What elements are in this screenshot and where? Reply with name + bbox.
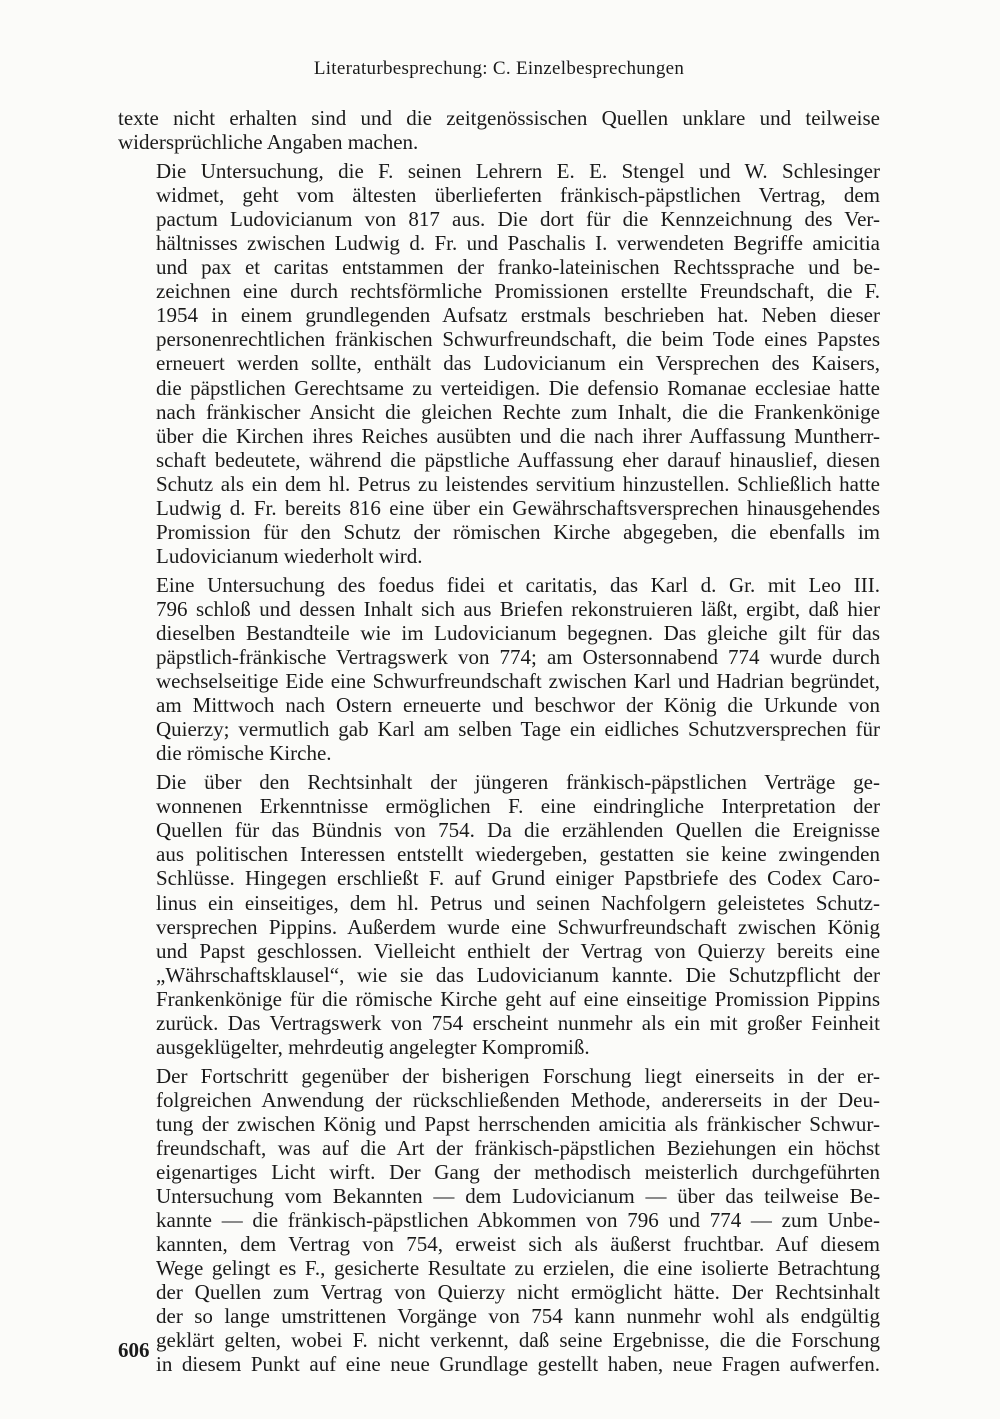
text-line: und pax et caritas entstammen der franko-lateinischen Rechtssprache und be-: [156, 255, 880, 280]
text-line: wonnenen Erkenntnisse ermöglichen F. eine eindringliche Interpretation der: [156, 794, 880, 819]
body-text: [118, 106, 880, 1381]
text-line: ausgeklügelter, mehrdeutig angelegter Kompromiß.: [156, 1034, 590, 1059]
text-line: dieselben Bestandteile wie im Ludovicianum begegnen. Das gleiche gilt für das: [156, 620, 880, 645]
text-line: widmet, geht vom ältesten überlieferten fränkisch-päpstlichen Vertrag, dem: [156, 183, 880, 208]
text-line: zeichnen eine durch rechtsförmliche Promissionen erstellte Freundschaft, die F.: [156, 279, 880, 304]
text-line: kannte — die fränkisch-päpstlichen Abkommen von 796 und 774 — zum Unbe-: [156, 1208, 880, 1233]
text-line: am Mittwoch nach Ostern erneuerte und beschwor der König die Urkunde von: [156, 693, 880, 718]
text-line: kannten, dem Vertrag von 754, erweist sich als äußerst fruchtbar. Auf diesem: [156, 1232, 880, 1257]
text-line: die päpstlichen Gerechtsame zu verteidigen. Die defensio Romanae ecclesiae hatte: [156, 375, 880, 400]
text-line: Untersuchung vom Bekannten — dem Ludovicianum — über das teilweise Be-: [156, 1184, 880, 1209]
text-line: personenrechtlichen fränkischen Schwurfreundschaft, die beim Tode eines Papstes: [156, 327, 880, 352]
text-line: und Papst geschlossen. Vielleicht enthielt der Vertrag von Quierzy bereits eine: [156, 938, 880, 963]
paragraph-1: [118, 106, 880, 154]
text-line: Der Fortschritt gegenüber der bisherigen Forschung liegt einerseits in der er-: [156, 1063, 880, 1088]
text-line: Wege gelingt es F., gesicherte Resultate zu erzielen, die eine isolierte Betrachtung: [156, 1256, 880, 1281]
text-line: freundschaft, was auf die Art der fränkisch-päpstlichen Beziehungen ein höchst: [156, 1135, 880, 1160]
text-line: wechselseitige Eide eine Schwurfreundschaft zwischen Karl und Hadrian begründet,: [156, 669, 880, 694]
paragraph-4: [118, 770, 880, 1059]
paragraph-3: [118, 573, 880, 765]
text-line: Schutz als ein dem hl. Petrus zu leistendes servitium hinzustellen. Schließlich hatte: [156, 471, 880, 496]
text-line: über die Kirchen ihres Reiches ausübten und die nach ihrer Auffassung Muntherr-: [156, 423, 880, 448]
text-line: geklärt gelten, wobei F. nicht verkennt, daß seine Ergebnisse, die die Forschung: [156, 1328, 880, 1353]
text-line: päpstlich-fränkische Vertragswerk von 774; am Ostersonnabend 774 wurde durch: [156, 645, 880, 670]
text-line: der Quellen zum Vertrag von Quierzy nicht ermöglicht hätte. Der Rechtsinhalt: [156, 1280, 880, 1305]
text-line: folgreichen Anwendung der rückschließenden Methode, andererseits in der Deu-: [156, 1087, 880, 1112]
text-line: pactum Ludovicianum von 817 aus. Die dort für die Kennzeichnung des Ver-: [156, 207, 880, 232]
text-line: linus ein einseitiges, dem hl. Petrus und seinen Nachfolgern geleistetes Schutz-: [156, 890, 880, 915]
text-line: Schlüsse. Hingegen erschließt F. auf Grund einiger Papstbriefe des Codex Caro-: [156, 866, 880, 891]
text-line: Die Untersuchung, die F. seinen Lehrern E. E. Stengel und W. Schlesinger: [156, 159, 880, 184]
text-line: „Währschaftsklausel“, wie sie das Ludovicianum kannte. Die Schutzpflicht der: [156, 962, 880, 987]
text-line: 796 schloß und dessen Inhalt sich aus Briefen rekonstruieren läßt, ergibt, daß hier: [156, 596, 880, 621]
paragraph-5: [118, 1064, 880, 1377]
text-line: texte nicht erhalten sind und die zeitgenössischen Quellen unklare und teilweise: [118, 106, 880, 130]
text-line: Eine Untersuchung des foedus fidei et caritatis, das Karl d. Gr. mit Leo III.: [156, 572, 880, 597]
text-line: Ludwig d. Fr. bereits 816 eine über ein Gewährschaftsversprechen hinausgehendes: [156, 495, 880, 520]
text-line: Quierzy; vermutlich gab Karl am selben Tage ein eidliches Schutzversprechen für: [156, 717, 880, 742]
text-line: eigenartiges Licht wirft. Der Gang der methodisch meisterlich durchgeführten: [156, 1160, 880, 1185]
text-line: Promission für den Schutz der römischen Kirche abgegeben, die ebenfalls im: [156, 519, 880, 544]
text-line: erneuert werden sollte, enthält das Ludovicianum ein Versprechen des Kaisers,: [156, 351, 880, 376]
running-header: Literaturbesprechung: C. Einzelbesprechungen: [313, 58, 685, 79]
text-line: Quellen für das Bündnis von 754. Da die erzählenden Quellen die Ereignisse: [156, 818, 880, 843]
text-line: Frankenkönige für die römische Kirche geht auf eine einseitige Promission Pippins: [156, 986, 880, 1011]
text-line: versprechen Pippins. Außerdem wurde eine Schwurfreundschaft zwischen König: [156, 914, 880, 939]
text-line: zurück. Das Vertragswerk von 754 erscheint nunmehr als ein mit großer Feinheit: [156, 1010, 880, 1035]
text-line: hältnisses zwischen Ludwig d. Fr. und Paschalis I. verwendeten Begriffe amicitia: [156, 231, 880, 256]
paragraph-2: [118, 159, 880, 568]
text-line: Die über den Rechtsinhalt der jüngeren fränkisch-päpstlichen Verträge ge-: [156, 770, 880, 795]
text-line: aus politischen Interessen entstellt wiedergeben, gestatten sie keine zwingenden: [156, 842, 880, 867]
text-line: nach fränkischer Ansicht die gleichen Rechte zum Inhalt, die die Frankenkönige: [156, 399, 880, 424]
text-line: tung der zwischen König und Papst herrschenden amicitia als fränkischer Schwur-: [156, 1111, 880, 1136]
text-line: schaft bedeutete, während die päpstliche Auffassung eher darauf hinauslief, diesen: [156, 447, 880, 472]
text-line: Ludovicianum wiederholt wird.: [156, 543, 423, 568]
text-line: der so lange umstrittenen Vorgänge von 754 kann nunmehr wohl als endgültig: [156, 1304, 880, 1329]
text-line: in diesem Punkt auf eine neue Grundlage gestellt haben, neue Fragen aufwerfen.: [156, 1352, 880, 1377]
page-number: 606: [118, 1338, 150, 1362]
text-line: die römische Kirche.: [156, 741, 332, 766]
text-line: 1954 in einem grundlegenden Aufsatz erstmals beschrieben hat. Neben dieser: [156, 303, 880, 328]
text-line: widersprüchliche Angaben machen.: [118, 130, 419, 155]
